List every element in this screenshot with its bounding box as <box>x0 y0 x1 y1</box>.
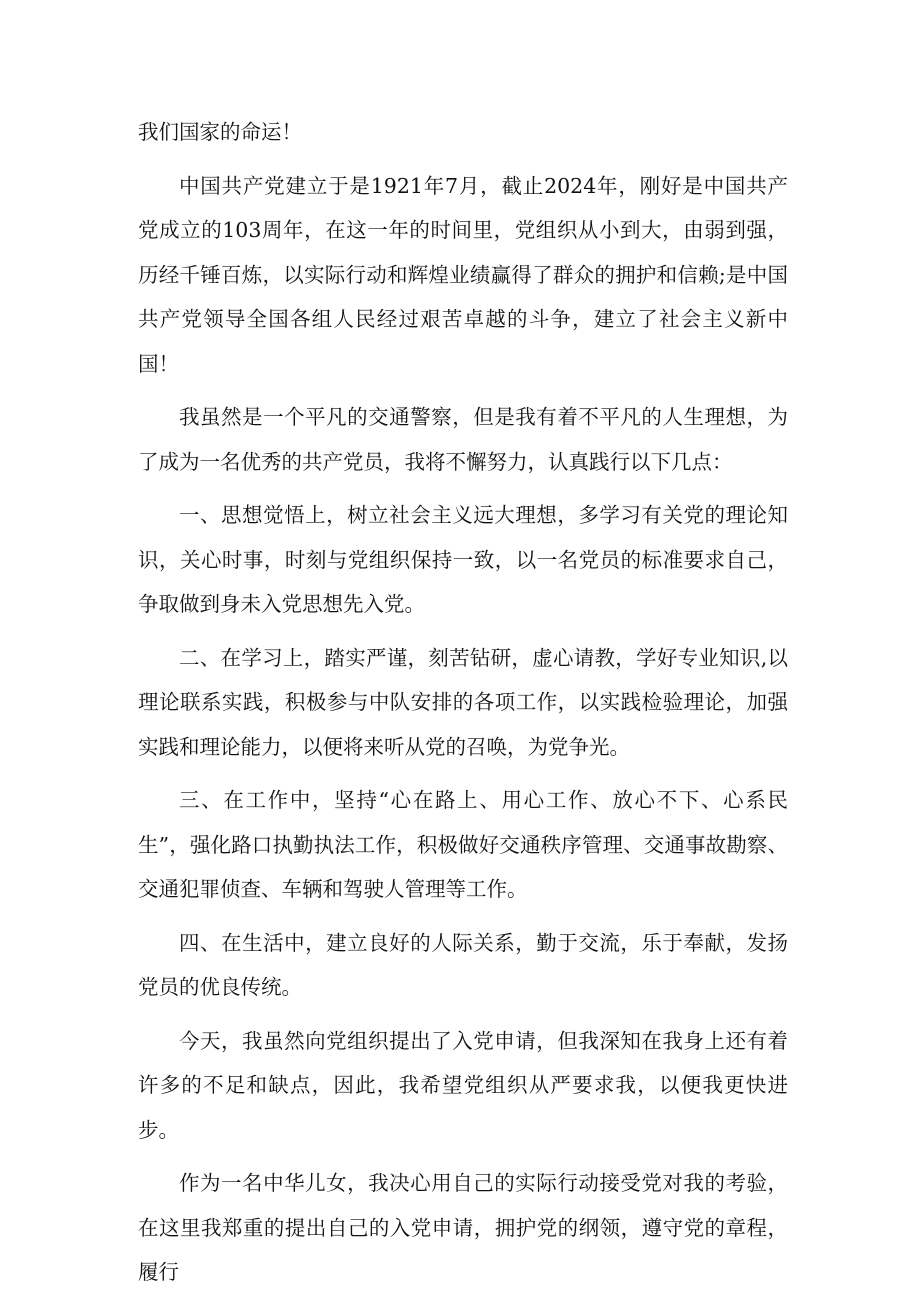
paragraph-party-history: 中国共产党建立于是1921年7月，截止2024年，刚好是中国共产党成立的103周年，在这一年的时间里，党组织从小到大，由弱到强，历经千锤百炼，以实际行动和辉煌业绩赢得了群众的拥护和信赖;是中国共产党领导全国各组人民经过艰苦卓越的斗争，建立了社会主义新中国！ <box>138 173 788 376</box>
paragraph-point-two: 二、在学习上，踏实严谨，刻苦钻研，虚心请教，学好专业知识,以理论联系实践，积极参与中队安排的各项工作，以实践检验理论，加强实践和理论能力，以便将来听从党的召唤，为党争光。 <box>138 645 788 759</box>
paragraph-point-three: 三、在工作中，坚持“心在路上、用心工作、放心不下、心系民生”，强化路口执勤执法工作，积极做好交通秩序管理、交通事故勘察、交通犯罪侦查、车辆和驾驶人管理等工作。 <box>138 788 788 901</box>
paragraph-continuation: 我们国家的命运！ <box>138 120 302 144</box>
paragraph-today: 今天，我虽然向党组织提出了入党申请，但我深知在我身上还有着许多的不足和缺点，因此，我希望党组织从严要求我，以便我更快进步。 <box>138 1028 788 1142</box>
document-page <box>138 110 788 1295</box>
paragraph-point-one: 一、思想觉悟上，树立社会主义远大理想，多学习有关党的理论知识，关心时事，时刻与党组织保持一致，以一名党员的标准要求自己，争取做到身未入党思想先入党。 <box>138 503 788 616</box>
paragraph-point-four: 四、在生活中，建立良好的人际关系，勤于交流，乐于奉献，发扬党员的优良传统。 <box>138 930 788 999</box>
paragraph-personal-ideal: 我虽然是一个平凡的交通警察，但是我有着不平凡的人生理想，为了成为一名优秀的共产党员，我将不懈努力，认真践行以下几点： <box>138 405 788 474</box>
paragraph-resolution: 作为一名中华儿女，我决心用自己的实际行动接受党对我的考验，在这里我郑重的提出自己的入党申请，拥护党的纲领，遵守党的章程，履行 <box>138 1171 788 1284</box>
